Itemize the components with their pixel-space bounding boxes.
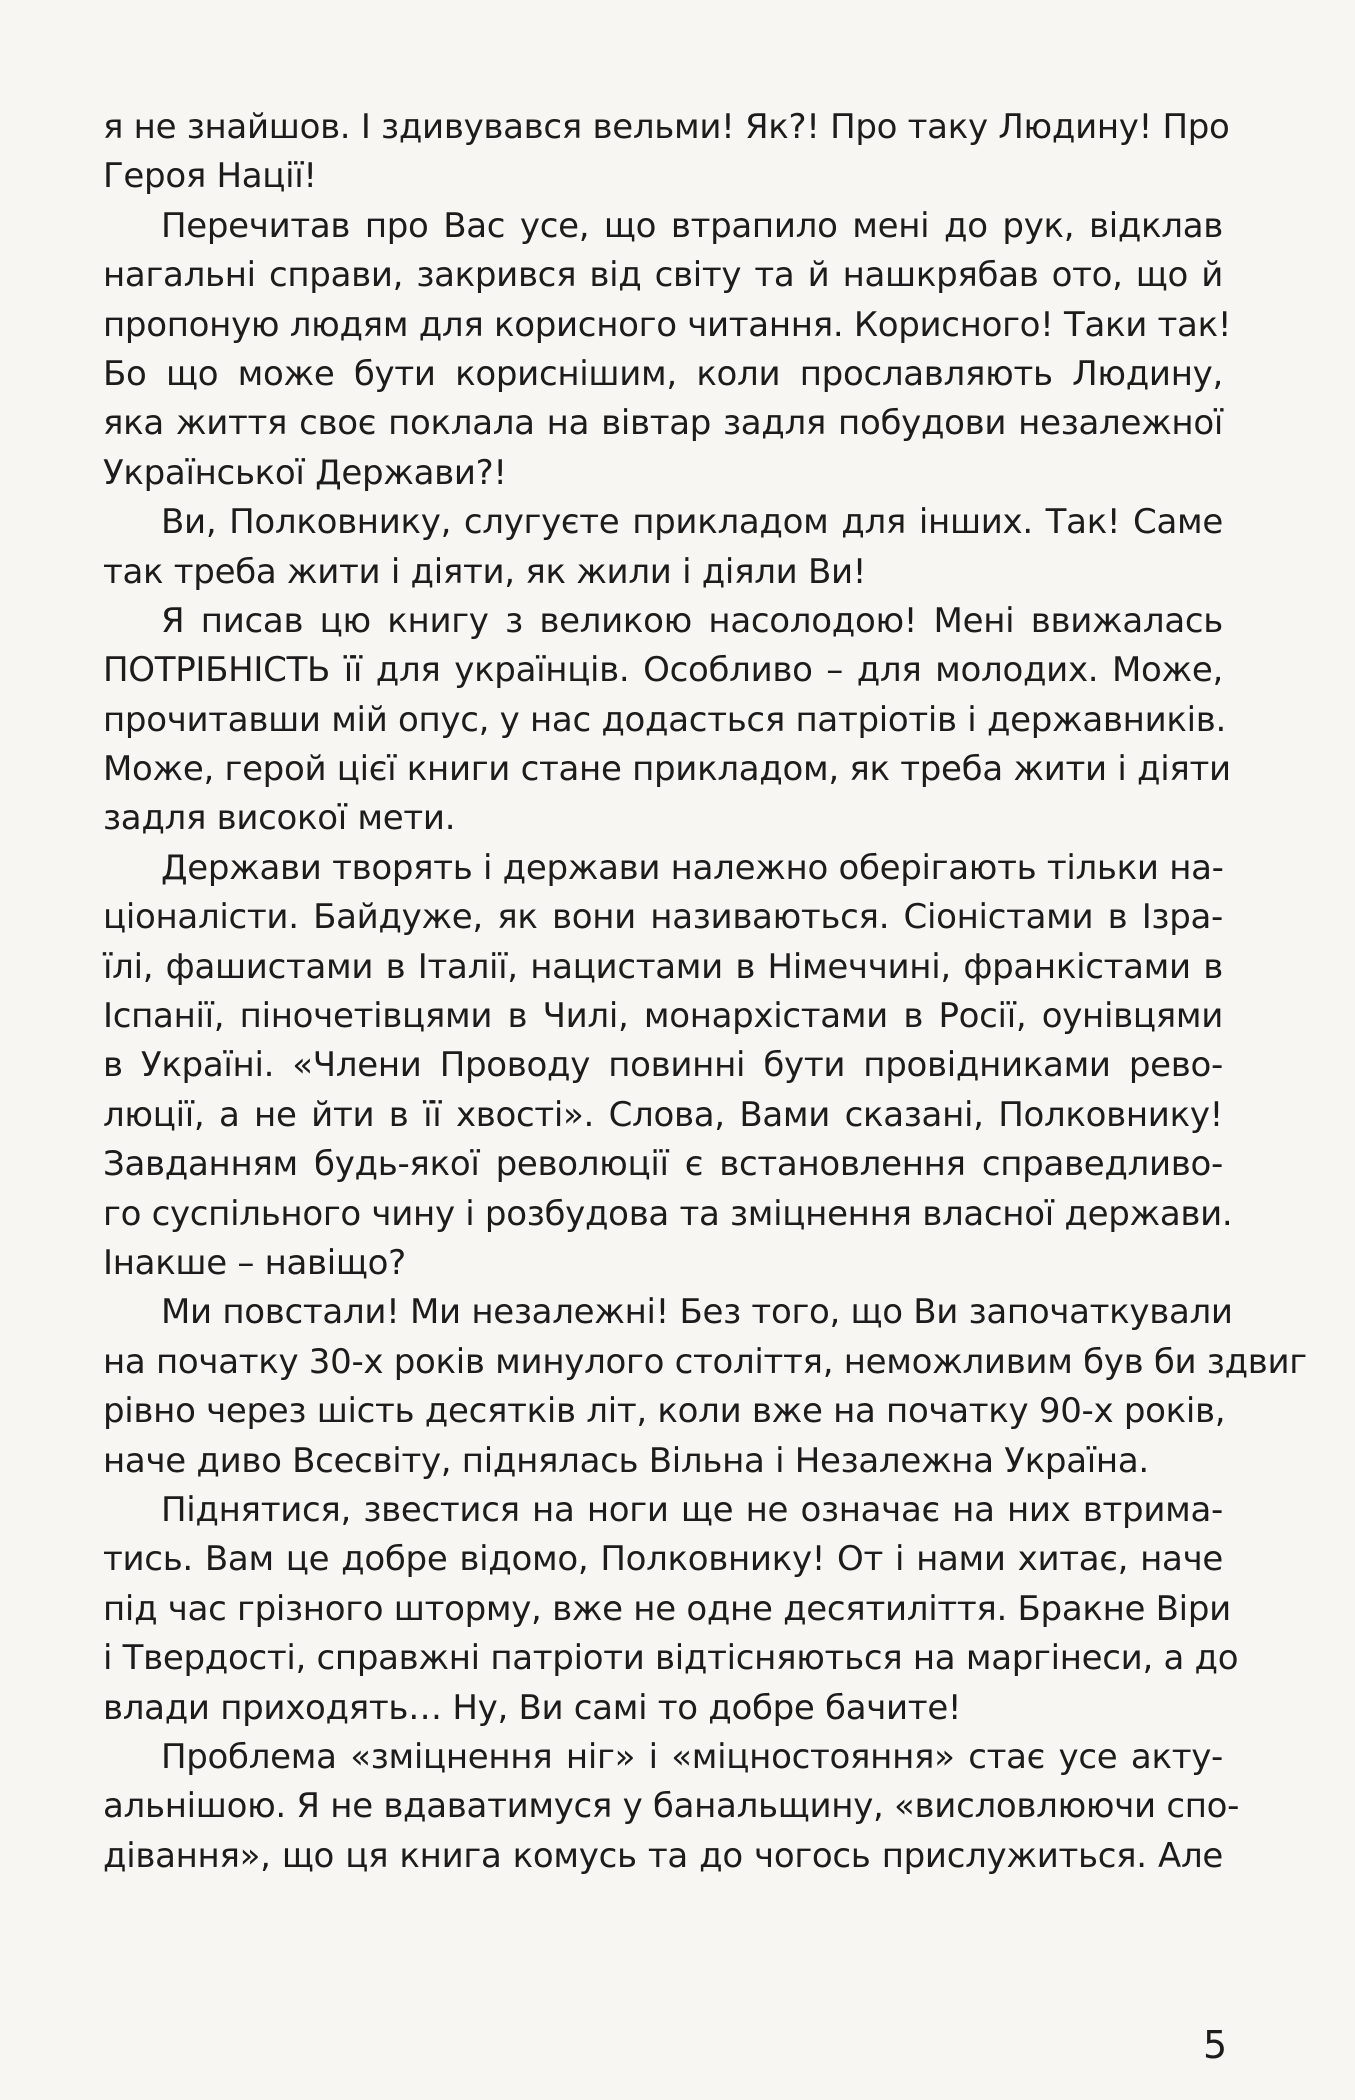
text-line: так треба жити і діяти, як жили і діяли Ви! [103,551,867,592]
text-line: Іспанії, піночетівцями в Чилі, монархістами в Росії, оунівцями [103,996,1223,1037]
text-line: люції, а не йти в її хвості». Слова, Вами сказані, Полковнику! [103,1094,1223,1135]
text-line: Перечитав про Вас усе, що втрапило мені до рук, відклав [161,205,1223,246]
text-line: яка життя своє поклала на вівтар задля побудови незалежної [103,403,1223,444]
text-line: їлі, фашистами в Італії, нацистами в Німеччині, франкістами в [103,946,1223,987]
text-line: альнішою. Я не вдаватимуся у банальщину, «висловлюючи спо- [103,1786,1240,1827]
text-line: рівно через шість десятків літ, коли вже на початку 90-х років, [103,1391,1226,1432]
text-line: прочитавши мій опус, у нас додасться патріотів і державників. [103,699,1227,740]
page-body [103,103,1307,1881]
text-line: в Україні. «Члени Проводу повинні бути провідниками рево- [103,1045,1223,1086]
text-line: го суспільного чину і розбудова та зміцнення власної держави. [103,1193,1233,1234]
text-line: ціоналісти. Байдуже, як вони називаються. Сіоністами в Ізра- [103,897,1223,938]
text-line: Я писав цю книгу з великою насолодою! Мені ввижалась [161,600,1223,641]
text-line: пропоную людям для корисного читання. Корисного! Таки так! [103,304,1232,345]
text-line: Держави творять і держави належно оберігають тільки на- [161,847,1224,888]
text-line: Піднятися, звестися на ноги ще не означає на них втрима- [161,1489,1223,1530]
text-line: нагальні справи, закрився від світу та й нашкрябав ото, що й [103,255,1223,296]
text-line: Проблема «зміцнення ніг» і «міцностояння» стає усе акту- [161,1736,1223,1777]
text-line: ПОТРІБНІСТЬ її для українців. Особливо – для молодих. Може, [103,650,1223,691]
text-line: Ви, Полковнику, слугуєте прикладом для інших. Так! Саме [161,502,1223,543]
text-line: на початку 30-х років минулого століття, неможливим був би здвиг [103,1341,1307,1382]
text-line: наче диво Всесвіту, піднялась Вільна і Незалежна Україна. [103,1440,1149,1481]
text-line: Інакше – навіщо? [103,1242,406,1283]
text-line: Бо що може бути кориснішим, коли прославляють Людину, [103,353,1223,394]
text-line: і Твердості, справжні патріоти відтісняються на маргінеси, а до [103,1638,1239,1679]
text-line: Української Держави?! [103,452,507,493]
text-line: під час грізного шторму, вже не одне десятиліття. Бракне Віри [103,1588,1231,1629]
text-line: Ми повстали! Ми незалежні! Без того, що Ви започаткували [161,1292,1233,1333]
page-number: 5 [1203,2023,1228,2067]
text-line: Може, герой цієї книги стане прикладом, як треба жити і діяти [103,749,1231,790]
text-line: я не знайшов. І здивувався вельми! Як?! Про таку Людину! Про [103,107,1230,147]
text-line: влади приходять… Ну, Ви самі то добре бачите! [103,1687,962,1728]
text-line: Героя Нації! [103,156,317,197]
text-line: тись. Вам це добре відомо, Полковнику! От і нами хитає, наче [103,1539,1223,1580]
text-line: Завданням будь-якої революції є встановлення справедливо- [103,1144,1223,1185]
text-line: дівання», що ця книга комусь та до чогось прислужиться. Але [103,1835,1223,1876]
text-line: задля високої мети. [103,798,456,839]
